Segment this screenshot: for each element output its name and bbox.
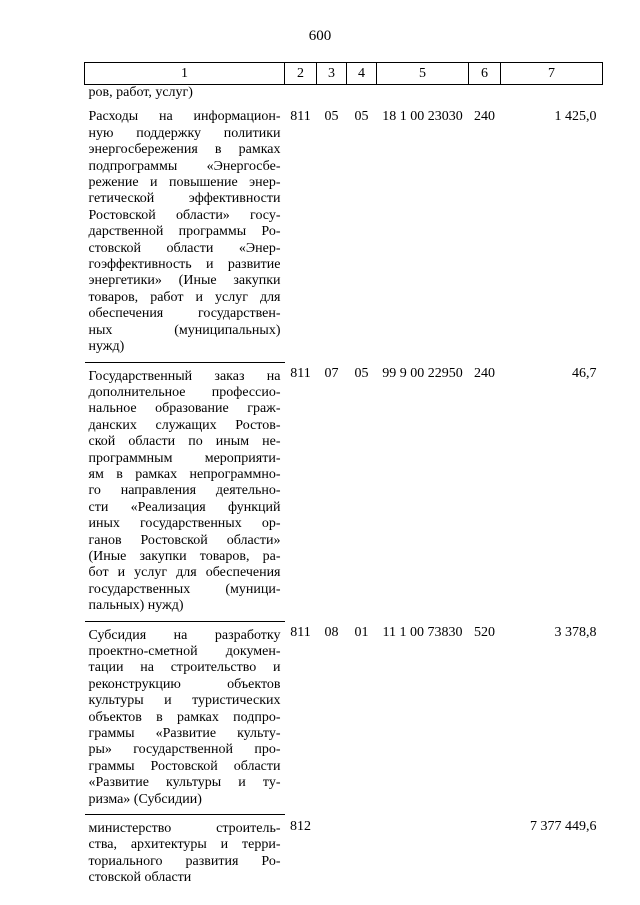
target-article-code: 99 9 00 22950 (382, 366, 463, 381)
subsection-code: 05 (354, 366, 369, 381)
amount: 1 425,0 (554, 109, 597, 125)
description-line: реконструкцию объектов (88, 676, 281, 692)
description-line: товаров, работ и услуг для (88, 289, 281, 305)
expense-type-code: 520 (474, 625, 495, 641)
ministry-code: 811 (290, 366, 311, 381)
continuation-text: ров, работ, услуг) (88, 85, 193, 100)
expense-type-code: 240 (474, 109, 495, 125)
row-description (85, 362, 285, 621)
table-row (85, 815, 603, 893)
column-header-1: 1 (85, 63, 285, 85)
row-description (85, 105, 285, 362)
column-header-2: 2 (285, 63, 317, 85)
description-line: объектов в рамках подпро- (88, 709, 281, 725)
description-line: Субсидия на разработку (88, 627, 281, 643)
table-row (85, 362, 603, 621)
subsection-code: 05 (354, 109, 369, 125)
description-line: ториального развития Ро- (88, 853, 281, 869)
description-line: нужд) (88, 339, 125, 355)
description-line: энергосбережения в рамках (88, 142, 281, 158)
description-line: иных государственных ор- (88, 516, 281, 532)
ministry-code: 811 (290, 625, 311, 641)
description-line: стовской области (88, 870, 192, 886)
description-line: Расходы на информацион- (88, 109, 281, 125)
description-line: режение и повышение энер- (88, 175, 281, 191)
description-line: го направления деятельно- (88, 483, 281, 499)
amount: 7 377 449,6 (530, 818, 597, 834)
description-line: подпрограммы «Энергосбе- (88, 158, 281, 174)
section-code (317, 815, 347, 893)
continuation-row (85, 85, 603, 106)
column-header-4: 4 (347, 63, 377, 85)
description-line: государственных (муници- (88, 581, 281, 597)
description-line: проектно-сметной докумен- (88, 644, 281, 659)
column-header-5: 5 (377, 63, 469, 85)
subsection-code: 01 (354, 625, 369, 641)
target-article-code: 18 1 00 23030 (382, 109, 463, 125)
target-article-code: 11 1 00 73830 (382, 625, 463, 641)
description-line: ных (муниципальных) (88, 322, 281, 338)
description-line: граммы «Развитие культу- (88, 726, 281, 742)
description-line: (Иные закупки товаров, ра- (88, 548, 281, 564)
section-code: 07 (324, 366, 339, 381)
description-line: ризма» (Субсидии) (88, 791, 202, 807)
table-row (85, 105, 603, 362)
subsection-code (347, 815, 377, 893)
description-line: культуры и туристических (88, 693, 281, 709)
description-line: ганов Ростовской области» (88, 532, 281, 548)
description-line: ской области по иным не- (88, 434, 281, 450)
description-line: министерство строитель- (88, 821, 281, 837)
column-header-6: 6 (469, 63, 501, 85)
amount: 3 378,8 (554, 625, 597, 641)
description-line: ям в рамках непрограммно- (88, 466, 281, 482)
description-line: обеспечения государствен- (88, 306, 281, 322)
description-line: Государственный заказ на (88, 368, 281, 384)
section-code: 05 (324, 109, 339, 125)
description-line: гоэффективность и развитие (88, 257, 281, 273)
description-line: ства, архитектуры и терри- (88, 837, 281, 853)
row-description (85, 815, 285, 893)
description-line: граммы Ростовской области (88, 758, 281, 774)
description-line: стовской области «Энер- (88, 240, 281, 256)
page-number: 600 (308, 28, 332, 44)
section-code: 08 (324, 625, 339, 641)
description-line: пальных) нужд) (88, 598, 184, 614)
expense-type-code (469, 815, 501, 893)
description-line: программным мероприяти- (88, 450, 281, 466)
ministry-code: 812 (290, 818, 311, 834)
target-article-code (377, 815, 469, 893)
row-description (85, 621, 285, 814)
amount: 46,7 (572, 366, 597, 381)
description-line: сти «Реализация функций (88, 499, 281, 515)
budget-table (84, 62, 603, 893)
table-row (85, 621, 603, 814)
column-header-7: 7 (501, 63, 603, 85)
ministry-code: 811 (290, 109, 311, 125)
description-line: тации на строительство и (88, 660, 281, 676)
description-line: ры» государственной про- (88, 742, 281, 758)
description-line: бот и услуг для обеспечения (88, 565, 281, 581)
description-line: энергетики» (Иные закупки (88, 273, 281, 289)
column-header-3: 3 (317, 63, 347, 85)
expense-type-code: 240 (474, 366, 495, 381)
description-line: дарственной программы Ро- (88, 224, 281, 240)
description-line: дополнительное профессио- (88, 384, 281, 400)
description-line: нальное образование граж- (88, 401, 281, 417)
description-line: данских служащих Ростов- (88, 417, 281, 433)
description-line: «Развитие культуры и ту- (88, 775, 281, 791)
description-line: ную поддержку политики (88, 125, 281, 141)
description-line: гетической эффективности (88, 191, 281, 207)
table-header-row (85, 63, 603, 85)
description-line: Ростовской области» госу- (88, 207, 281, 223)
